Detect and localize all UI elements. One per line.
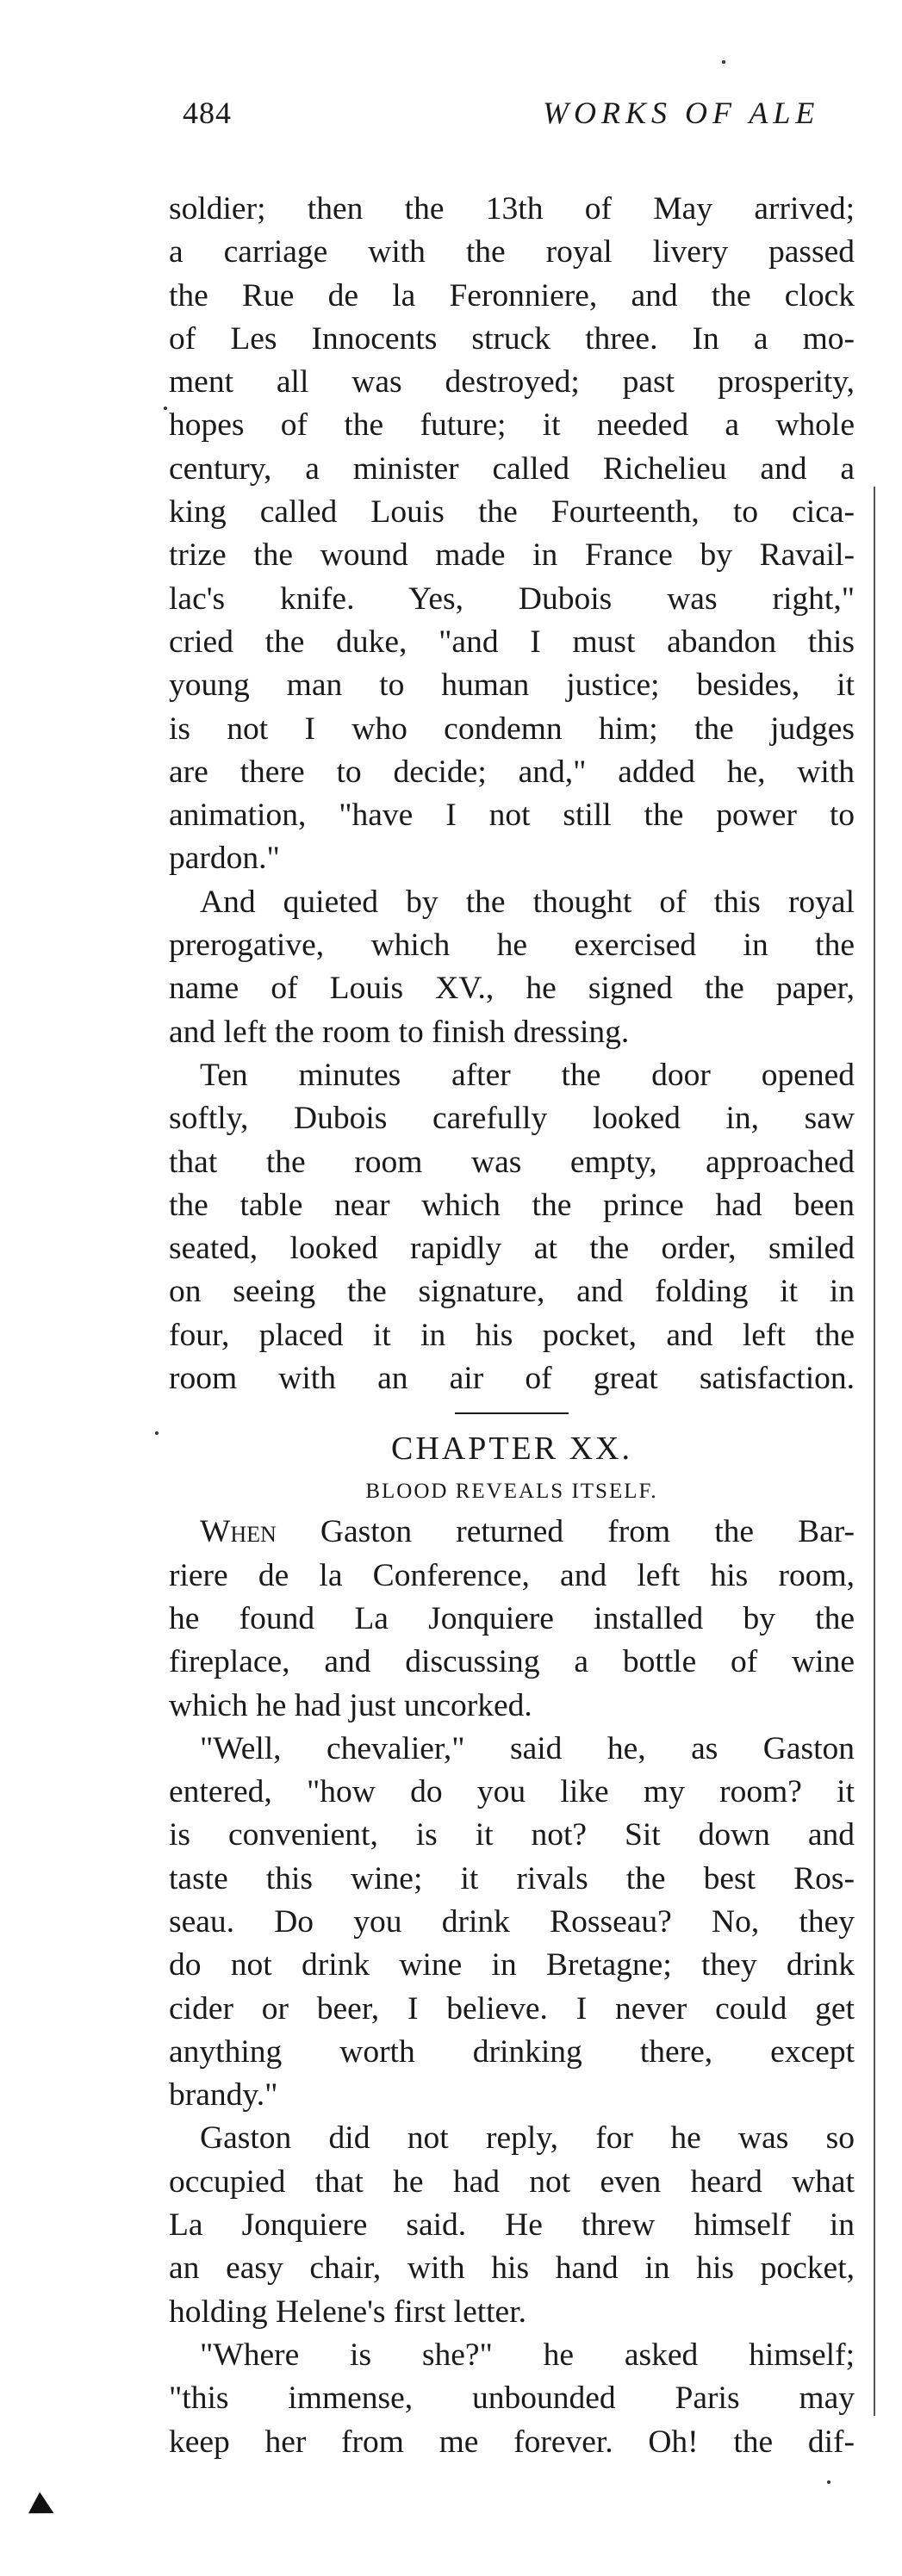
text-line: brandy.": [169, 2077, 278, 2114]
text-line: softly, Dubois carefully looked in, saw: [169, 1101, 855, 1137]
text-line: century, a minister called Richelieu and a: [169, 450, 855, 487]
text-line: Ten minutes after the door opened: [200, 1057, 855, 1093]
text-line: is not I who condemn him; the judges: [169, 711, 855, 747]
text-line: and left the room to finish dressing.: [169, 1014, 630, 1050]
text-line: anything worth drinking there, except: [169, 2033, 855, 2070]
text-line: are there to decide; and," added he, with: [169, 754, 855, 790]
print-speck: [827, 2480, 830, 2484]
print-speck: [164, 407, 167, 410]
text-line: he found La Jonquiere installed by the: [169, 1600, 855, 1636]
text-line: seated, looked rapidly at the order, smiled: [169, 1231, 855, 1267]
text-line: Gaston did not reply, for he was so: [200, 2120, 855, 2157]
text-line: name of Louis XV., he signed the paper,: [169, 971, 855, 1007]
text-line: cider or beer, I believe. I never could get: [169, 1990, 855, 2027]
paragraph-gaston-silent: [169, 2117, 855, 2333]
section-divider: [455, 1412, 569, 1414]
page-header: [0, 95, 902, 146]
text-line: hopes of the future; it needed a whole: [169, 407, 855, 444]
text-line: the table near which the prince had been: [169, 1187, 855, 1223]
opening-line-rest: Gaston returned from the Bar-: [276, 1514, 855, 1550]
text-line: that the room was empty, approached: [169, 1144, 855, 1180]
text-line: keep her from me forever. Oh! the dif-: [169, 2424, 855, 2460]
text-line: animation, "have I not still the power to: [169, 798, 855, 834]
text-line: on seeing the signature, and folding it in: [169, 1274, 855, 1310]
text-line: "this immense, unbounded Paris may: [169, 2380, 855, 2417]
text-line: fireplace, and discussing a bottle of wine: [169, 1644, 855, 1680]
page-number: 484: [183, 96, 232, 130]
text-line: young man to human justice; besides, it: [169, 667, 855, 704]
text-line: holding Helene's first letter.: [169, 2294, 526, 2330]
print-speck: [155, 1431, 159, 1435]
text-line: which he had just uncorked.: [169, 1687, 532, 1723]
text-line: cried the duke, "and I must abandon this: [169, 624, 855, 660]
text-line: pardon.": [169, 841, 280, 877]
text-line: prerogative, which he exercised in the: [169, 928, 855, 964]
text-line: room with an air of great satisfaction.: [169, 1361, 855, 1397]
text-line: is convenient, is it not? Sit down and: [169, 1817, 855, 1853]
chapter-subtitle: BLOOD REVEALS ITSELF.: [365, 1480, 658, 1504]
margin-rule: [874, 487, 875, 2416]
text-line: lac's knife. Yes, Dubois was right,": [169, 580, 855, 617]
chapter-title: CHAPTER XX.: [390, 1431, 633, 1468]
text-line: trize the wound made in France by Ravail-: [169, 537, 855, 574]
text-line: taste this wine; it rivals the best Ros-: [169, 1860, 855, 1896]
text-line: And quieted by the thought of this royal: [200, 884, 855, 920]
text-line: of Les Innocents struck three. In a mo-: [169, 320, 855, 357]
text-line: "Where is she?" he asked himself;: [200, 2337, 855, 2373]
text-line: entered, "how do you like my room? it: [169, 1774, 855, 1810]
body-text: [169, 188, 855, 2464]
text-line: the Rue de la Feronniere, and the clock: [169, 277, 855, 313]
text-line: seau. Do you drink Rosseau? No, they: [169, 1903, 855, 1940]
paragraph-dubois: [169, 1054, 855, 1400]
text-line: an easy chair, with his hand in his pocket,: [169, 2250, 855, 2287]
text-line: four, placed it in his pocket, and left the: [169, 1317, 855, 1353]
text-line: ment all was destroyed; past prosperity,: [169, 364, 855, 400]
text-line: [169, 1511, 855, 1554]
corner-arrow-mark: [28, 2492, 59, 2524]
text-line: soldier; then the 13th of May arrived;: [169, 191, 855, 227]
text-line: occupied that he had not even heard what: [169, 2163, 855, 2200]
text-line: king called Louis the Fourteenth, to cica-: [169, 494, 855, 531]
opening-word: When: [200, 1514, 277, 1550]
text-line: do not drink wine in Bretagne; they drink: [169, 1947, 855, 1983]
print-speck: [722, 60, 725, 64]
running-head: WORKS OF ALE: [543, 96, 820, 130]
text-line: La Jonquiere said. He threw himself in: [169, 2207, 855, 2244]
text-line: a carriage with the royal livery passed: [169, 234, 855, 270]
paragraph-royal-prerogative: [169, 881, 855, 1054]
paragraph-where-is-she: [169, 2334, 855, 2464]
paragraph-dukes-speech: [169, 188, 855, 881]
paragraph-gaston-returns: [169, 1511, 855, 1727]
text-line: riere de la Conference, and left his room,: [169, 1557, 855, 1593]
paragraph-jonquiere-speech: [169, 1728, 855, 2118]
text-line: "Well, chevalier," said he, as Gaston: [200, 1730, 855, 1766]
